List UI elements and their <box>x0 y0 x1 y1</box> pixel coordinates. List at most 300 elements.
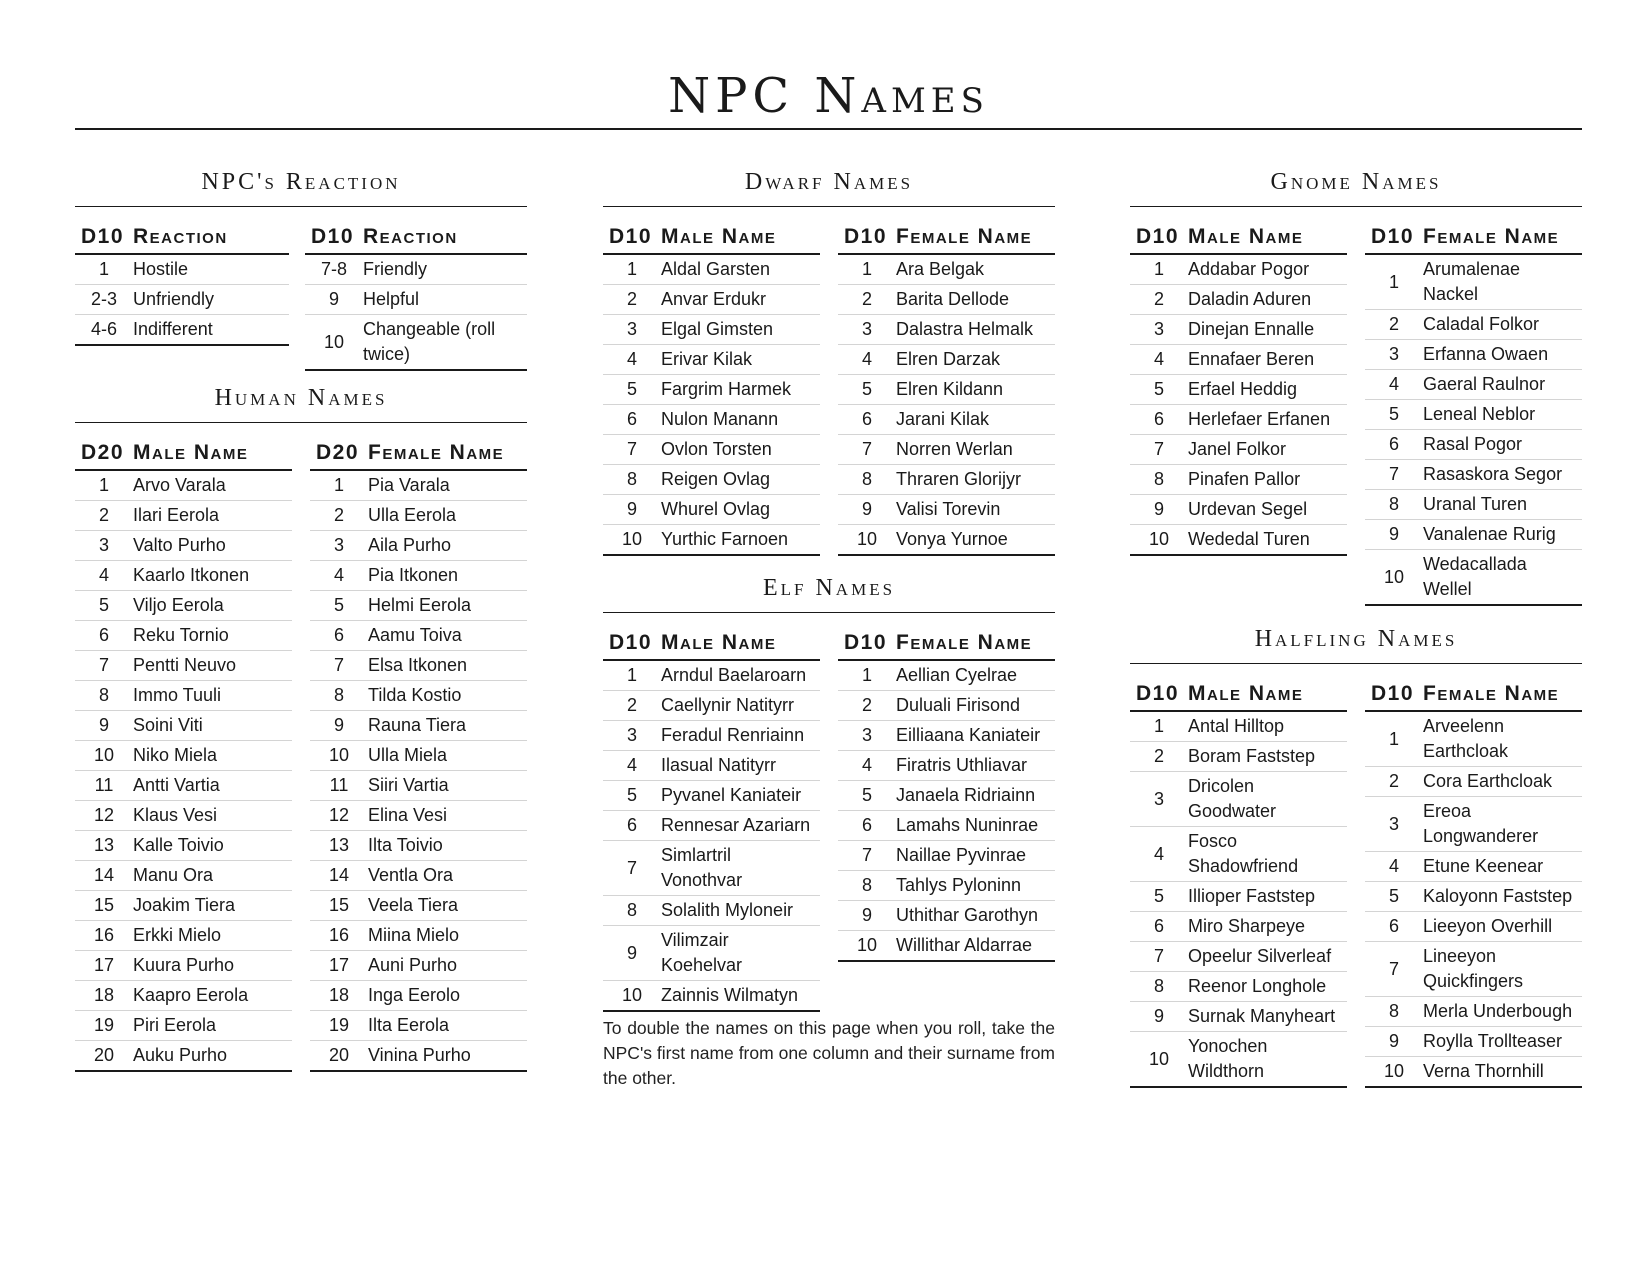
name-cell: Pyvanel Kaniateir <box>661 781 820 811</box>
table-row <box>603 811 820 841</box>
die-header: D10 <box>75 217 133 254</box>
table-row <box>838 435 1055 465</box>
table-row <box>310 681 527 711</box>
table-row <box>310 981 527 1011</box>
section-title: Human Names <box>75 383 527 423</box>
table-row <box>310 711 527 741</box>
section-title: NPC's Reaction <box>75 167 527 207</box>
reaction-table-low <box>75 217 289 346</box>
name-cell: Kaarlo Itkonen <box>133 561 292 591</box>
table-header-row <box>1130 217 1347 254</box>
roll-cell: 9 <box>1365 520 1423 550</box>
table-header-row <box>1130 674 1347 711</box>
table-row <box>75 470 292 501</box>
table-row <box>603 345 820 375</box>
name-cell: Unfriendly <box>133 285 289 315</box>
roll-cell: 1 <box>75 470 133 501</box>
table-row <box>838 931 1055 962</box>
roll-cell: 6 <box>1130 912 1188 942</box>
roll-cell: 11 <box>75 771 133 801</box>
table-row <box>603 254 820 285</box>
roll-cell: 2 <box>310 501 368 531</box>
roll-cell: 3 <box>838 315 896 345</box>
roll-cell: 2 <box>838 691 896 721</box>
name-cell: Rennesar Azariarn <box>661 811 820 841</box>
column-header: Reaction <box>133 217 289 254</box>
human-male-table <box>75 433 292 1072</box>
table-header-row <box>1365 674 1582 711</box>
name-cell: Illioper Faststep <box>1188 882 1347 912</box>
roll-cell: 10 <box>621 529 643 549</box>
name-cell: Vonya Yurnoe <box>896 529 1008 549</box>
table-row <box>1365 797 1582 852</box>
name-cell: Arndul Baelaroarn <box>661 660 820 691</box>
name-cell: Yurthic Farnoen <box>661 529 789 549</box>
name-cell: Niko Miela <box>133 741 292 771</box>
table-row <box>310 861 527 891</box>
name-cell: Kaapro Eerola <box>133 981 292 1011</box>
name-cell: Janaela Ridriainn <box>896 781 1055 811</box>
table-row <box>75 861 292 891</box>
roll-cell: 2-3 <box>75 285 133 315</box>
name-cell: Reigen Ovlag <box>661 465 820 495</box>
roll-cell: 7 <box>1365 460 1423 490</box>
roll-cell: 8 <box>838 465 896 495</box>
name-cell: Surnak Manyheart <box>1188 1002 1347 1032</box>
table-row <box>305 285 527 315</box>
table-row <box>838 405 1055 435</box>
column-header: Female Name <box>1423 217 1582 254</box>
table-header-row <box>603 623 820 660</box>
name-cell: Antti Vartia <box>133 771 292 801</box>
die-header: D10 <box>305 217 363 254</box>
table-row <box>1365 254 1582 310</box>
name-cell: Duluali Firisond <box>896 691 1055 721</box>
name-cell: Jarani Kilak <box>896 405 1055 435</box>
die-header: D10 <box>1365 674 1423 711</box>
roll-cell: 3 <box>75 531 133 561</box>
name-cell: Indifferent <box>133 319 213 339</box>
dwarf-female-table <box>838 217 1055 556</box>
roll-cell: 1 <box>603 660 661 691</box>
table-row <box>1130 315 1347 345</box>
table-row <box>603 926 820 981</box>
name-cell: Barita Dellode <box>896 285 1055 315</box>
table-row <box>1365 852 1582 882</box>
table-row <box>1365 460 1582 490</box>
roll-cell: 20 <box>328 1045 350 1065</box>
die-header: D10 <box>1130 674 1188 711</box>
name-cell: Ilasual Natityrr <box>661 751 820 781</box>
name-cell: Dinejan Ennalle <box>1188 315 1347 345</box>
die-header: D10 <box>838 623 896 660</box>
roll-cell: 5 <box>838 781 896 811</box>
roll-cell: 4 <box>75 561 133 591</box>
halfling-female-table <box>1365 674 1582 1088</box>
roll-cell: 2 <box>1130 742 1188 772</box>
roll-cell: 2 <box>75 501 133 531</box>
name-cell: Fosco Shadowfriend <box>1188 827 1347 882</box>
roll-cell: 7-8 <box>305 254 363 285</box>
roll-cell: 5 <box>1130 375 1188 405</box>
table-row <box>1130 254 1347 285</box>
table-row <box>1365 430 1582 460</box>
roll-cell: 2 <box>603 285 661 315</box>
table-row <box>1130 827 1347 882</box>
name-cell: Erivar Kilak <box>661 345 820 375</box>
table-row <box>1130 942 1347 972</box>
roll-cell: 7 <box>838 435 896 465</box>
name-cell: Changeable (roll twice) <box>363 319 496 364</box>
table-row <box>1130 1002 1347 1032</box>
roll-cell: 10 <box>75 741 133 771</box>
roll-cell: 19 <box>310 1011 368 1041</box>
table-row <box>838 721 1055 751</box>
table-row <box>310 621 527 651</box>
table-row <box>1130 465 1347 495</box>
table-row <box>838 811 1055 841</box>
roll-cell: 3 <box>310 531 368 561</box>
roll-cell: 2 <box>838 285 896 315</box>
table-row <box>1365 997 1582 1027</box>
name-cell: Urdevan Segel <box>1188 495 1347 525</box>
roll-cell: 9 <box>310 711 368 741</box>
name-cell: Naillae Pyvinrae <box>896 841 1055 871</box>
table-row <box>838 781 1055 811</box>
table-row <box>603 435 820 465</box>
roll-cell: 4 <box>1130 827 1188 882</box>
table-header-row <box>75 433 292 470</box>
name-cell: Caellynir Natityrr <box>661 691 820 721</box>
roll-cell: 10 <box>1148 529 1170 549</box>
name-cell: Pia Varala <box>368 470 527 501</box>
roll-cell: 1 <box>1130 711 1188 742</box>
table-row <box>1130 1032 1347 1088</box>
name-cell: Cora Earthcloak <box>1423 767 1582 797</box>
table-row <box>1365 340 1582 370</box>
table-row <box>1130 495 1347 525</box>
table-row <box>310 921 527 951</box>
roll-cell: 9 <box>1130 1002 1188 1032</box>
name-cell: Valto Purho <box>133 531 292 561</box>
name-cell: Uthithar Garothyn <box>896 901 1055 931</box>
roll-cell: 1 <box>75 254 133 285</box>
name-cell: Elren Darzak <box>896 345 1055 375</box>
name-cell: Fargrim Harmek <box>661 375 820 405</box>
roll-cell: 3 <box>603 315 661 345</box>
roll-cell: 8 <box>603 465 661 495</box>
gnome-names-section <box>1130 167 1582 599</box>
table-row <box>1365 767 1582 797</box>
roll-cell: 8 <box>603 896 661 926</box>
column-header: Male Name <box>133 433 292 470</box>
table-row <box>1130 405 1347 435</box>
name-cell: Erkki Mielo <box>133 921 292 951</box>
table-row <box>75 591 292 621</box>
table-row <box>75 315 289 346</box>
name-cell: Yonochen Wildthorn <box>1188 1036 1268 1081</box>
name-cell: Helmi Eerola <box>368 591 527 621</box>
roll-cell: 16 <box>310 921 368 951</box>
table-row <box>838 254 1055 285</box>
table-row <box>310 831 527 861</box>
table-row <box>1130 972 1347 1002</box>
table-row <box>75 921 292 951</box>
roll-cell: 8 <box>1365 490 1423 520</box>
table-row <box>1365 310 1582 340</box>
name-cell: Erfael Heddig <box>1188 375 1347 405</box>
roll-cell: 13 <box>310 831 368 861</box>
table-row <box>603 495 820 525</box>
roll-cell: 6 <box>310 621 368 651</box>
table-row <box>305 315 527 371</box>
table-row <box>838 465 1055 495</box>
table-row <box>838 841 1055 871</box>
roll-cell: 9 <box>75 711 133 741</box>
die-header: D10 <box>603 217 661 254</box>
table-row <box>1365 520 1582 550</box>
name-cell: Reku Tornio <box>133 621 292 651</box>
name-cell: Wededal Turen <box>1188 529 1310 549</box>
roll-cell: 4 <box>838 751 896 781</box>
section-title: Gnome Names <box>1130 167 1582 207</box>
roll-cell: 3 <box>838 721 896 751</box>
table-row <box>603 781 820 811</box>
table-row <box>1130 435 1347 465</box>
name-cell: Ulla Eerola <box>368 501 527 531</box>
roll-cell: 9 <box>1365 1027 1423 1057</box>
name-cell: Firatris Uthliavar <box>896 751 1055 781</box>
name-cell: Ovlon Torsten <box>661 435 820 465</box>
gnome-male-table <box>1130 217 1347 556</box>
roll-cell: 17 <box>75 951 133 981</box>
table-row <box>1130 742 1347 772</box>
roll-cell: 4 <box>838 345 896 375</box>
dwarf-names-section <box>603 167 1055 549</box>
roll-cell: 2 <box>603 691 661 721</box>
name-cell: Aldal Garsten <box>661 254 820 285</box>
name-cell: Ulla Miela <box>368 741 527 771</box>
roll-cell: 7 <box>603 435 661 465</box>
roll-cell: 17 <box>310 951 368 981</box>
elf-female-table <box>838 623 1055 962</box>
roll-cell: 6 <box>1365 912 1423 942</box>
die-header: D20 <box>75 433 133 470</box>
roll-cell: 3 <box>1130 772 1188 827</box>
roll-cell: 10 <box>1383 566 1405 587</box>
name-cell: Lineeyon Quickfingers <box>1423 942 1582 997</box>
roll-cell: 6 <box>603 811 661 841</box>
name-cell: Pinafen Pallor <box>1188 465 1347 495</box>
table-header-row <box>603 217 820 254</box>
table-row <box>310 470 527 501</box>
name-cell: Addabar Pogor <box>1188 254 1347 285</box>
name-cell: Elren Kildann <box>896 375 1055 405</box>
table-row <box>1130 912 1347 942</box>
name-cell: Arvo Varala <box>133 470 292 501</box>
name-cell: Janel Folkor <box>1188 435 1347 465</box>
table-row <box>838 315 1055 345</box>
name-cell: Immo Tuuli <box>133 681 292 711</box>
roll-cell: 6 <box>838 811 896 841</box>
table-row <box>838 525 1055 556</box>
roll-cell: 15 <box>75 891 133 921</box>
table-row <box>603 465 820 495</box>
roll-cell: 6 <box>603 405 661 435</box>
name-cell: Etune Keenear <box>1423 852 1582 882</box>
roll-cell: 10 <box>1148 1048 1170 1069</box>
name-cell: Norren Werlan <box>896 435 1055 465</box>
name-cell: Opeelur Silverleaf <box>1188 942 1347 972</box>
die-header: D10 <box>1365 217 1423 254</box>
name-cell: Rasaskora Segor <box>1423 460 1582 490</box>
column-header: Male Name <box>661 217 820 254</box>
table-row <box>1365 490 1582 520</box>
roll-cell: 3 <box>1130 315 1188 345</box>
die-header: D10 <box>1130 217 1188 254</box>
name-cell: Ventla Ora <box>368 861 527 891</box>
table-row <box>1130 285 1347 315</box>
dwarf-male-table <box>603 217 820 556</box>
name-cell: Manu Ora <box>133 861 292 891</box>
table-row <box>1365 912 1582 942</box>
table-row <box>75 681 292 711</box>
roll-cell: 9 <box>305 285 363 315</box>
table-row <box>603 405 820 435</box>
roll-cell: 2 <box>1130 285 1188 315</box>
title-divider <box>75 128 1582 130</box>
table-row <box>838 495 1055 525</box>
table-row <box>75 501 292 531</box>
table-row <box>1365 370 1582 400</box>
table-row <box>838 375 1055 405</box>
roll-cell: 1 <box>310 470 368 501</box>
column-header: Male Name <box>661 623 820 660</box>
name-cell: Veela Tiera <box>368 891 527 921</box>
name-cell: Willithar Aldarrae <box>896 935 1033 955</box>
name-cell: Siiri Vartia <box>368 771 527 801</box>
table-row <box>75 651 292 681</box>
name-cell: Boram Faststep <box>1188 742 1347 772</box>
roll-cell: 16 <box>75 921 133 951</box>
name-cell: Ennafaer Beren <box>1188 345 1347 375</box>
die-header: D10 <box>838 217 896 254</box>
name-cell: Elina Vesi <box>368 801 527 831</box>
name-cell: Antal Hilltop <box>1188 711 1347 742</box>
column-header: Female Name <box>1423 674 1582 711</box>
roll-cell: 4 <box>1365 852 1423 882</box>
roll-cell: 5 <box>603 781 661 811</box>
roll-cell: 2 <box>1365 767 1423 797</box>
name-cell: Miina Mielo <box>368 921 527 951</box>
table-row <box>310 741 527 771</box>
table-row <box>838 871 1055 901</box>
roll-cell: 5 <box>1130 882 1188 912</box>
table-row <box>310 891 527 921</box>
elf-names-section <box>603 573 1055 1005</box>
name-cell: Hostile <box>133 254 289 285</box>
name-cell: Helpful <box>363 285 527 315</box>
roll-cell: 5 <box>1365 400 1423 430</box>
table-row <box>75 741 292 771</box>
table-row <box>1365 711 1582 767</box>
name-cell: Lamahs Nuninrae <box>896 811 1055 841</box>
name-cell: Elgal Gimsten <box>661 315 820 345</box>
table-row <box>75 561 292 591</box>
roll-cell: 12 <box>75 801 133 831</box>
roll-cell: 4 <box>310 561 368 591</box>
die-header: D10 <box>603 623 661 660</box>
name-cell: Roylla Trollteaser <box>1423 1027 1582 1057</box>
name-cell: Herlefaer Erfanen <box>1188 405 1347 435</box>
name-cell: Nulon Manann <box>661 405 820 435</box>
table-row <box>1365 400 1582 430</box>
roll-cell: 1 <box>838 254 896 285</box>
table-row <box>1130 345 1347 375</box>
roll-cell: 1 <box>1365 711 1423 767</box>
name-cell: Pentti Neuvo <box>133 651 292 681</box>
roll-cell: 4-6 <box>90 319 117 339</box>
roll-cell: 8 <box>838 871 896 901</box>
roll-cell: 18 <box>75 981 133 1011</box>
roll-cell: 1 <box>838 660 896 691</box>
roll-cell: 8 <box>1130 465 1188 495</box>
table-row <box>1365 1027 1582 1057</box>
table-row <box>310 501 527 531</box>
roll-cell: 10 <box>621 985 643 1005</box>
roll-cell: 9 <box>603 495 661 525</box>
name-cell: Caladal Folkor <box>1423 310 1582 340</box>
name-cell: Aila Purho <box>368 531 527 561</box>
name-cell: Wedacallada Wellel <box>1423 554 1527 599</box>
roll-cell: 5 <box>1365 882 1423 912</box>
name-cell: Joakim Tiera <box>133 891 292 921</box>
roll-cell: 3 <box>603 721 661 751</box>
roll-cell: 7 <box>310 651 368 681</box>
name-cell: Tilda Kostio <box>368 681 527 711</box>
table-row <box>838 660 1055 691</box>
table-row <box>838 345 1055 375</box>
column-header: Male Name <box>1188 674 1347 711</box>
roll-cell: 18 <box>310 981 368 1011</box>
table-row <box>75 891 292 921</box>
name-cell: Simlartril Vonothvar <box>661 841 820 896</box>
name-cell: Dalastra Helmalk <box>896 315 1055 345</box>
table-row <box>75 771 292 801</box>
roll-cell: 20 <box>93 1045 115 1065</box>
table-row <box>310 531 527 561</box>
roll-cell: 3 <box>1365 340 1423 370</box>
table-row <box>75 951 292 981</box>
roll-cell: 4 <box>603 345 661 375</box>
table-header-row <box>310 433 527 470</box>
name-cell: Vinina Purho <box>368 1045 471 1065</box>
roll-cell: 4 <box>1130 345 1188 375</box>
table-row <box>1365 882 1582 912</box>
table-header-row <box>1365 217 1582 254</box>
name-cell: Arumalenae Nackel <box>1423 254 1582 310</box>
name-cell: Thraren Glorijyr <box>896 465 1055 495</box>
roll-cell: 11 <box>310 771 368 801</box>
roll-cell: 5 <box>603 375 661 405</box>
column-header: Female Name <box>368 433 527 470</box>
section-title: Halfling Names <box>1130 624 1582 664</box>
name-cell: Merla Underbough <box>1423 997 1582 1027</box>
roll-cell: 15 <box>310 891 368 921</box>
table-row <box>603 841 820 896</box>
table-row <box>603 660 820 691</box>
table-row <box>838 691 1055 721</box>
